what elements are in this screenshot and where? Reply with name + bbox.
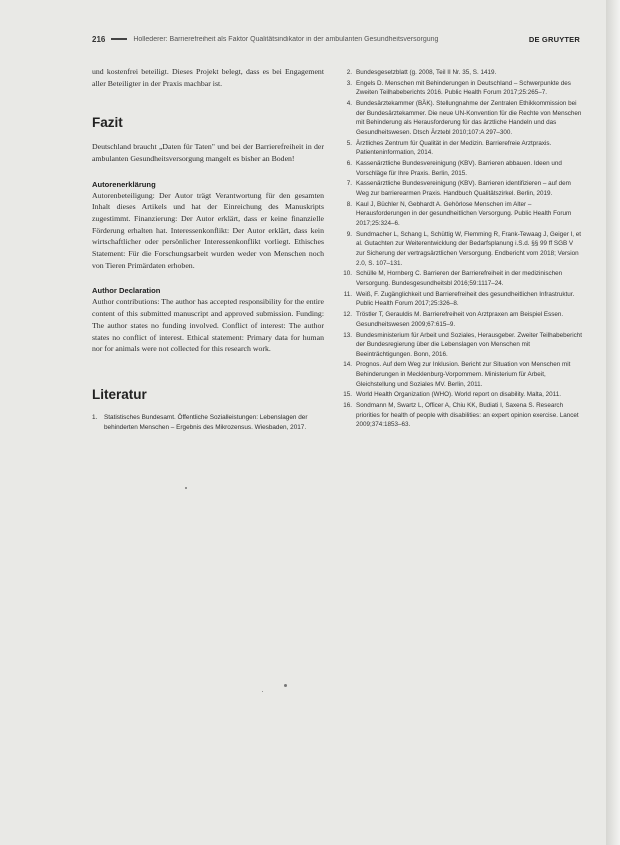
reference-text: Prognos. Auf dem Weg zur Inklusion. Bericht zur Situation von Menschen mit Behinderungen in Mecklenburg-Vorpommern. Ministerium für Arbeit, Gleichstellung und Soziales MV. Berlin, 2011. bbox=[356, 361, 571, 388]
reference-item bbox=[338, 139, 582, 158]
reference-text: Tröstler T, Gerauldis M. Barrierefreiheit von Arztpraxen am Beispiel Essen. Gesundheitswesen 2009;67:615–9. bbox=[356, 311, 564, 328]
reference-text: Engels D. Menschen mit Behinderungen in Deutschland – Schwerpunkte des Zweiten Teilhabeberichts 2016. Public Health Forum 2017;25:265–7. bbox=[356, 79, 571, 97]
reference-text: Bundesärztekammer (BÄK). Stellungnahme der Zentralen Ethikkommission bei der Bundesärztekammer. Die neue UN-Konvention für die Rechte von Menschen mit Behinderung als Herausforderung für das ärztliche Handeln und das Gesundheitswesen. Dtsch Ärztebl 2010;107:A 297–300. bbox=[356, 100, 582, 136]
reference-item bbox=[338, 230, 582, 268]
reference-number: 9. bbox=[346, 230, 352, 238]
header-rule bbox=[111, 38, 127, 40]
reference-number: 16. bbox=[343, 402, 352, 410]
reference-text: Ärztliches Zentrum für Qualität in der Medizin. Barrierefreie Arztpraxis. Patienteninformation, 2014. bbox=[356, 139, 552, 157]
reference-text: World Health Organization (WHO). World report on disability. Malta, 2011. bbox=[356, 391, 561, 399]
reference-item bbox=[338, 179, 582, 198]
running-header bbox=[92, 32, 580, 46]
reference-number: 12. bbox=[343, 311, 352, 319]
scan-speck bbox=[262, 691, 263, 692]
reference-number: 5. bbox=[346, 139, 352, 147]
reference-item bbox=[338, 310, 582, 329]
autorenerklaerung-paragraph: Autorenbeteiligung: Der Autor trägt Verantwortung für den gesamten Inhalt dieses Artikels und hat der Einreichung des Manuskripts zugestimmt. Finanzierung: Der Autor erklärt, dass er keine finanzielle Förderung erhalten hat. Interessenkonflikt: Der Autor erklärt, dass kein wirtschaftlicher oder persönlicher Interessenkonflikt vorliegt. Ethisches Statement: Für die Forschungsarbeit wurden weder von Menschen noch von Tieren Primärdaten erhoben. bbox=[92, 190, 324, 270]
reference-text: Kaul J, Büchler N, Gebhardt A. Gehörlose Menschen im Alter – Herausforderungen in der gesundheitlichen Versorgung. Public Health Forum 2017;25:324–6. bbox=[356, 200, 572, 228]
reference-number: 15. bbox=[343, 391, 352, 399]
reference-number: 8. bbox=[346, 200, 352, 208]
fazit-paragraph: Deutschland braucht „Daten für Taten" und bei der Barrierefreiheit in der ambulanten Gesundheitsversorgung mangelt es bisher an Boden! bbox=[92, 142, 324, 163]
reference-number: 11. bbox=[343, 290, 352, 298]
reference-number: 10. bbox=[343, 270, 352, 278]
reference-text: Weiß, F. Zugänglichkeit und Barrierefreiheit des gesundheitlichen Infrastruktur. Public Health Forum 2017;25:326–8. bbox=[356, 290, 575, 308]
fazit-heading: Fazit bbox=[92, 115, 123, 131]
reference-item bbox=[338, 331, 582, 360]
reference-number: 6. bbox=[346, 160, 352, 168]
scan-speck bbox=[185, 487, 187, 489]
reference-text: Sondmann M, Swartz L, Officer A, Chiu KK, Budiati I, Saxena S. Research priorities for health of people with disabilities: an expert opinion exercise. Lancet 2009;374:1853–63. bbox=[356, 402, 579, 429]
reference-item bbox=[338, 79, 582, 98]
reference-item bbox=[338, 390, 582, 400]
publisher-logo: DE GRUYTER bbox=[528, 34, 580, 44]
declaration-heading: Author Declaration bbox=[92, 286, 161, 296]
reference-item bbox=[338, 401, 582, 430]
scan-speck bbox=[284, 684, 287, 687]
reference-number: 14. bbox=[343, 361, 352, 369]
page-edge-shadow bbox=[606, 0, 620, 845]
reference-list bbox=[338, 68, 582, 431]
reference-item bbox=[338, 360, 582, 389]
reference-text: Bundesgesetzblatt (g. 2008, Teil II Nr. 35, S. 1419. bbox=[356, 69, 497, 76]
reference-item bbox=[338, 290, 582, 309]
reference-number: 2. bbox=[346, 69, 352, 76]
reference-number: 4. bbox=[346, 100, 352, 108]
reference-item bbox=[92, 413, 324, 433]
reference-number: 13. bbox=[343, 331, 352, 339]
reference-text: Statistisches Bundesamt. Öffentliche Sozialleistungen: Lebenslagen der behinderten Menschen – Ergebnis des Mikrozensus. Wiesbaden, 2017. bbox=[104, 413, 308, 431]
declaration-paragraph: Author contributions: The author has accepted responsibility for the entire content of this submitted manuscript and approved submission. Funding: The author states no funding involved. Conflict of interest: The author states no conflict of interest. Ethical statement: Primary data for human nor for animals were not collected for this research work. bbox=[92, 297, 324, 354]
literatur-heading: Literatur bbox=[92, 386, 147, 402]
reference-item bbox=[338, 200, 582, 229]
reference-item bbox=[338, 159, 582, 178]
reference-number: 7. bbox=[346, 180, 352, 188]
intro-paragraph: und kostenfrei beteiligt. Dieses Projekt belegt, dass es bei Engagement aller Beteiligter in der Praxis machbar ist. bbox=[92, 67, 324, 88]
reference-number: 1. bbox=[92, 413, 98, 421]
running-title: Hollederer: Barrierefreiheit als Faktor Qualitätsindikator in der ambulanten Gesundheitsversorgung bbox=[133, 35, 439, 43]
reference-item bbox=[338, 269, 582, 288]
reference-text: Sundmacher L, Schang L, Schüttig W, Flemming R, Frank-Tewaag J, Geiger I, et al. Gutachten zur Weiterentwicklung der Bedarfsplanung i.S.d. §§ 99 ff SGB V zur Sicherung der vertragsärztlichen Versorgung. Endbericht vom 2018; Version 2.0, S. 107–131. bbox=[356, 230, 582, 267]
reference-item bbox=[338, 99, 582, 137]
reference-item bbox=[338, 68, 582, 78]
autorenerklaerung-heading: Autorenerklärung bbox=[92, 179, 156, 189]
page-number: 216 bbox=[92, 34, 106, 44]
left-column bbox=[92, 66, 324, 433]
reference-text: Schülle M, Hornberg C. Barrieren der Barrierefreiheit in der medizinischen Versorgung. Bundesgesundheitsbl 2016;59:1117–24. bbox=[356, 270, 563, 287]
reference-text: Bundesministerium für Arbeit und Soziales, Herausgeber. Zweiter Teilhabebericht der Bundesregierung über die Lebenslagen von Menschen mit Beeinträchtigungen. Bonn, 2016. bbox=[356, 331, 582, 358]
reference-number: 3. bbox=[346, 79, 352, 87]
reference-text: Kassenärztliche Bundesvereinigung (KBV). Barrieren identifizieren – auf dem Weg zur barrierearmen Praxis. Handbuch Qualitätszirkel. Berlin, 2019. bbox=[356, 180, 571, 198]
reference-text: Kassenärztliche Bundesvereinigung (KBV). Barrieren abbauen. Ideen und Vorschläge für Ihre Praxis. Berlin, 2015. bbox=[356, 160, 562, 177]
